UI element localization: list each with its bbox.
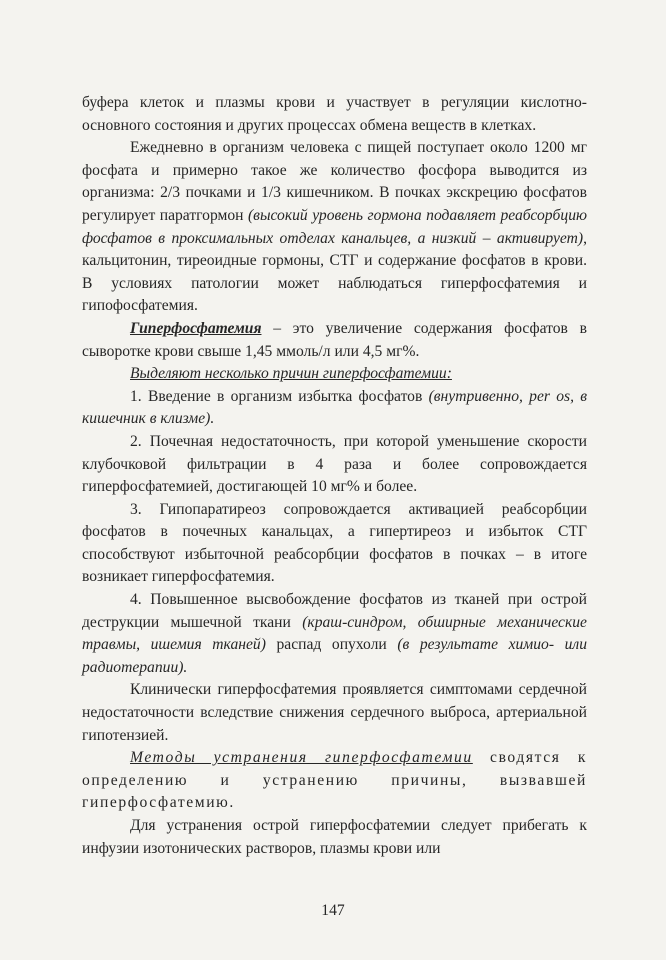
underlined-heading: Методы устранения гиперфосфатемии: [130, 749, 473, 767]
paragraph-text: , кальцитонин, тиреоидные гормоны, СТГ и содержание фосфатов в крови. В условиях патологии может наблюдаться гиперфосфатемия и гипофосфатемия.: [82, 229, 587, 315]
paragraph-treatment: [82, 815, 587, 860]
paragraph-methods: [82, 747, 587, 815]
paragraph-text: – это увеличение содержания фосфатов в сыворотке крови свыше 1,45 ммоль/л или 4,5 мг%.: [82, 319, 587, 360]
paragraph-text: Ежедневно в организм человека с пищей поступает около 1200 мг фосфата и примерно такое же количество фосфора выводится из организма: 2/3 почками и 1/3 кишечником. В почках экскрецию фосфатов регулирует паратгормон: [82, 139, 587, 224]
paragraph-text: распад опухоли: [265, 636, 398, 654]
paragraph-italic-note: (в результате химио- или радиотерапии).: [82, 636, 587, 676]
page-number: 147: [321, 902, 345, 919]
paragraph-hyperphosphatemia-definition: [82, 318, 587, 363]
paragraph-text: Клинически гиперфосфатемия проявляется симптомами сердечной недостаточности вследствие снижения сердечного выброса, артериальной гипотензией.: [82, 681, 587, 744]
paragraph-clinical: [82, 679, 587, 747]
paragraph-text: 1. Введение в организм избытка фосфатов: [130, 387, 429, 405]
paragraph-text: сводятся к определению и устранению причины, вызвавшей гиперфосфатемию.: [82, 749, 587, 812]
section-heading-causes: [82, 363, 587, 386]
paragraph-italic-note: (внутривенно, per os, в кишечник в клизме).: [82, 387, 587, 428]
paragraph-text: буфера клеток и плазмы крови и участвует в регуляции кислотно-основного состояния и других процессах обмена веществ в клетках.: [82, 94, 587, 134]
heading-text: Выделяют несколько причин гиперфосфатемии:: [130, 365, 452, 383]
paragraph-text: Для устранения острой гиперфосфатемии следует прибегать к инфузии изотонических растворов, плазмы крови или: [82, 817, 587, 857]
page-body: [82, 92, 587, 860]
list-item-cause-2: [82, 431, 587, 499]
paragraph-text: 3. Гипопаратиреоз сопровождается активацией реабсорбции фосфатов в почечных канальцах, а гипертиреоз и избыток СТГ способствуют избыточной реабсорбции фосфатов в почках – в итоге возникает гиперфосфатемия.: [82, 500, 587, 586]
term-hyperphosphatemia: Гиперфосфатемия: [130, 319, 262, 337]
paragraph-daily-phosphate: [82, 137, 587, 318]
paragraph-italic-note: (краш-синдром, обширные механические травмы, ишемия тканей): [82, 613, 587, 654]
list-item-cause-4: [82, 589, 587, 679]
paragraph-text: 4. Повышенное высвобождение фосфатов из тканей при острой деструкции мышечной ткани: [82, 591, 587, 631]
paragraph-buffer: [82, 92, 587, 137]
list-item-cause-3: [82, 499, 587, 589]
list-item-cause-1: [82, 386, 587, 431]
paragraph-italic-note: (высокий уровень гормона подавляет реабсорбцию фосфатов в проксимальных отделах канальцев, а низкий – активирует): [82, 206, 587, 247]
paragraph-text: 2. Почечная недостаточность, при которой уменьшение скорости клубочковой фильтрации в 4 раза и более сопровождается гиперфосфатемией, достигающей 10 мг% и более.: [82, 432, 587, 496]
